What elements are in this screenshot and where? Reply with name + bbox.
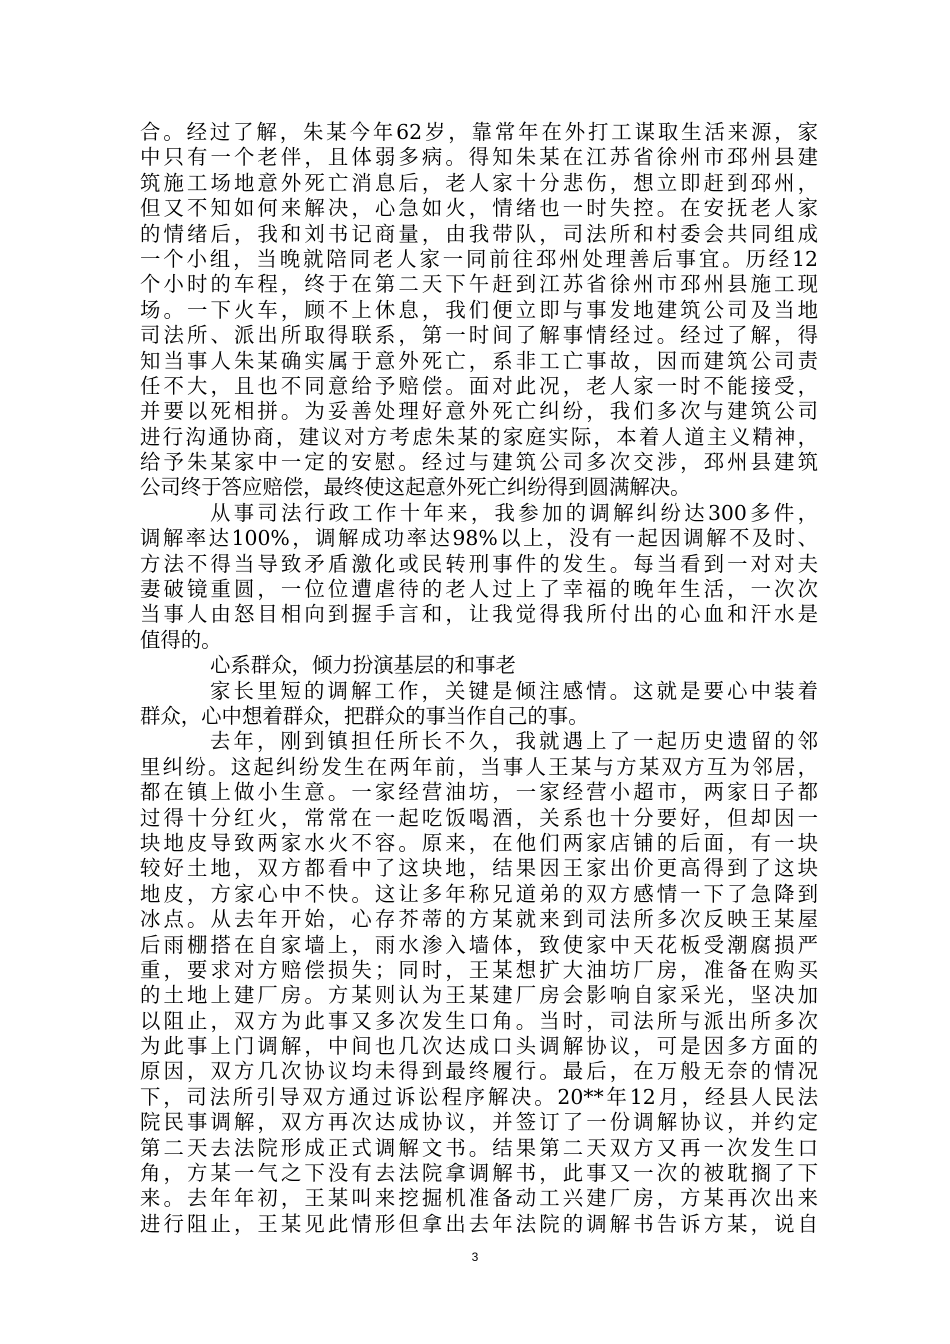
text-line: 块地皮导致两家水火不容。原来，在他们两家店铺的后面，有一块 [140,830,818,855]
text-line: 妻破镜重圆，一位位遭虐待的老人过上了幸福的晚年生活，一次次 [140,577,818,602]
text-line: 方法不得当导致矛盾激化或民转刑事件的发生。每当看到一对对夫 [140,551,818,576]
text-line: 一个小组，当晚就陪同老人家一同前往邳州处理善后事宜。历经12 [140,246,818,271]
text-line: 都在镇上做小生意。一家经营油坊，一家经营小超市，两家日子都 [140,780,818,805]
text-line: 群众，心中想着群众，把群众的事当作自己的事。 [140,703,589,728]
text-line: 过得十分红火，常常在一起吃饭喝酒，关系也十分要好，但却因一 [140,805,818,830]
text-line: 原因，双方几次协议均未得到最终履行。最后，在万般无奈的情况 [140,1059,818,1084]
text-line: 角，方某一气之下没有去法院拿调解书，此事又一次的被耽搁了下 [140,1161,818,1186]
text-line: 场。一下火车，顾不上休息，我们便立即与事发地建筑公司及当地 [140,297,818,322]
text-line: 以阻止，双方为此事又多次发生口角。当时，司法所与派出所多次 [140,1008,818,1033]
text-line: 值得的。 [140,627,222,652]
text-line: 为此事上门调解，中间也几次达成口头调解协议，可是因多方面的 [140,1034,818,1059]
text-line: 重，要求对方赔偿损失；同时，王某想扩大油坊厂房，准备在购买 [140,957,818,982]
text-line: 个小时的车程，终于在第二天下午赶到江苏省徐州市邳州县施工现 [140,272,818,297]
text-line: 调解率达100%，调解成功率达98%以上，没有一起因调解不及时、 [140,526,818,551]
text-line: 家长里短的调解工作，关键是倾注感情。这就是要心中装着 [210,678,818,703]
text-line: 但又不知如何来解决，心急如火，情绪也一时失控。在安抚老人家 [140,196,818,221]
text-line: 心系群众，倾力扮演基层的和事老 [210,653,516,678]
text-line: 合。经过了解，朱某今年62岁，靠常年在外打工谋取生活来源，家 [140,120,818,144]
text-line: 冰点。从去年开始，心存芥蒂的方某就来到司法所多次反映王某屋 [140,907,818,932]
text-line: 进行沟通协商，建议对方考虑朱某的家庭实际，本着人道主义精神， [140,424,818,449]
page-number: 3 [471,1250,479,1264]
text-line: 筑施工场地意外死亡消息后，老人家十分悲伤，想立即赶到邳州， [140,170,818,195]
text-line: 较好土地，双方都看中了这块地，结果因王家出价更高得到了这块 [140,856,818,881]
text-line: 第二天去法院形成正式调解文书。结果第二天双方又再一次发生口 [140,1135,818,1160]
text-line: 中只有一个老伴，且体弱多病。得知朱某在江苏省徐州市邳州县建 [140,145,818,170]
text-line: 任不大，且也不同意给予赔偿。面对此况，老人家一时不能接受， [140,373,818,398]
text-line: 地皮，方家心中不快。这让多年称兄道弟的双方感情一下了急降到 [140,881,818,906]
text-line: 给予朱某家中一定的安慰。经过与建筑公司多次交涉，邳州县建筑 [140,450,818,475]
text-line: 并要以死相拼。为妥善处理好意外死亡纠纷，我们多次与建筑公司 [140,399,818,424]
text-line: 知当事人朱某确实属于意外死亡，系非工亡事故，因而建筑公司责 [140,348,818,373]
text-line: 去年，刚到镇担任所长不久，我就遇上了一起历史遗留的邻 [210,729,818,754]
text-line: 里纠纷。这起纠纷发生在两年前，当事人王某与方某双方互为邻居， [140,754,818,779]
text-line: 从事司法行政工作十年来，我参加的调解纠纷达300多件， [210,500,818,525]
text-line: 的土地上建厂房。方某则认为王某建厂房会影响自家采光，坚决加 [140,983,818,1008]
text-line: 公司终于答应赔偿，最终使这起意外死亡纠纷得到圆满解决。 [140,475,691,500]
text-line: 院民事调解，双方再次达成协议，并签订了一份调解协议，并约定 [140,1110,818,1135]
text-line: 后雨棚搭在自家墙上，雨水渗入墙体，致使家中天花板受潮腐损严 [140,932,818,957]
text-line: 当事人由怒目相向到握手言和，让我觉得我所付出的心血和汗水是 [140,602,818,627]
text-line: 下，司法所引导双方通过诉讼程序解决。20**年12月，经县人民法 [140,1084,818,1109]
document-body [140,120,818,1237]
text-line: 司法所、派出所取得联系，第一时间了解事情经过。经过了解，得 [140,323,818,348]
text-line: 的情绪后，我和刘书记商量，由我带队，司法所和村委会共同组成 [140,221,818,246]
text-line: 来。去年年初，王某叫来挖掘机准备动工兴建厂房，方某再次出来 [140,1186,818,1211]
text-line: 进行阻止，王某见此情形但拿出去年法院的调解书告诉方某，说自 [140,1211,818,1236]
